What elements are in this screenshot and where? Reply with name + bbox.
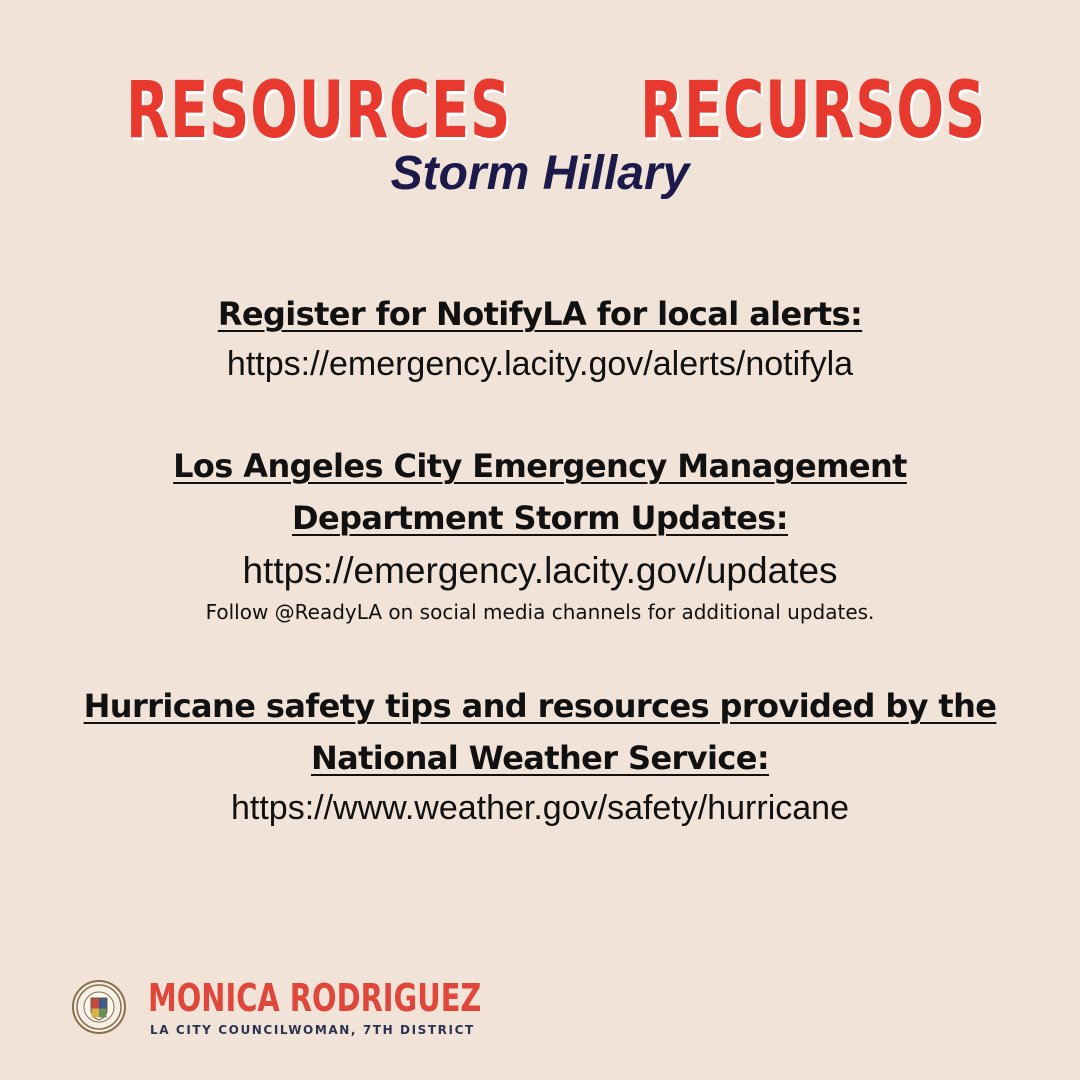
section-heading-line1: Los Angeles City Emergency Management bbox=[173, 447, 907, 485]
weather-link[interactable]: https://www.weather.gov/safety/hurricane bbox=[231, 789, 849, 827]
updates-link[interactable]: https://emergency.lacity.gov/updates bbox=[242, 550, 838, 591]
headline-resources: RESOURCES bbox=[126, 66, 512, 156]
section-notifyla bbox=[0, 288, 1080, 388]
section-hurricane-safety bbox=[0, 680, 1080, 832]
section-heading-line2: National Weather Service: bbox=[310, 739, 770, 777]
councilwoman-name: MONICA RODRIGUEZ bbox=[148, 976, 482, 1020]
section-heading-line1: Hurricane safety tips and resources provided by the bbox=[83, 687, 997, 725]
city-seal-icon bbox=[72, 980, 126, 1034]
social-note: Follow @ReadyLA on social media channels for additional updates. bbox=[205, 600, 875, 624]
section-heading-line2: Department Storm Updates: bbox=[292, 499, 788, 537]
councilwoman-title: LA CITY COUNCILWOMAN, 7TH DISTRICT bbox=[150, 1023, 475, 1037]
notifyla-link[interactable]: https://emergency.lacity.gov/alerts/notifyla bbox=[226, 345, 854, 383]
subtitle: Storm Hillary bbox=[390, 147, 690, 200]
section-emergency-updates bbox=[0, 440, 1080, 626]
section-heading: Register for NotifyLA for local alerts: bbox=[217, 295, 863, 333]
headline-recursos: RECURSOS bbox=[640, 66, 987, 156]
